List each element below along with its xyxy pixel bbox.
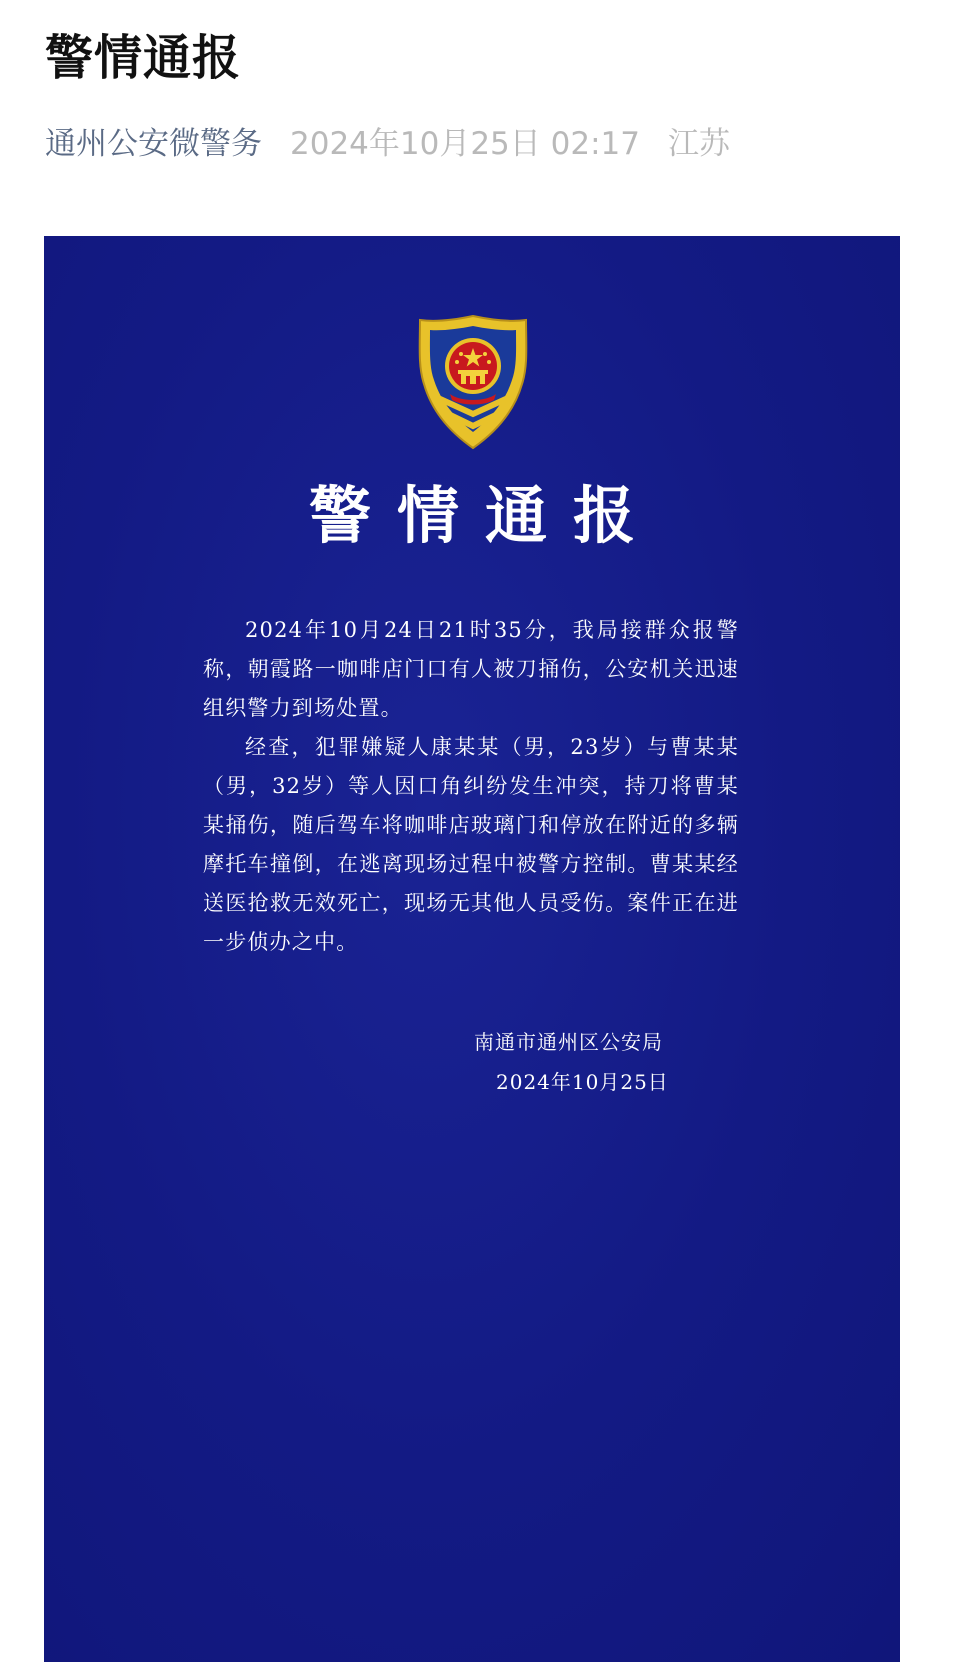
publish-region: 江苏 — [667, 126, 730, 162]
notice-paragraph: 经查，犯罪嫌疑人康某某（男，23岁）与曹某某（男，32岁）等人因口角纠纷发生冲突，持刀将曹某某捅伤，随后驾车将咖啡店玻璃门和停放在附近的多辆摩托车撞倒，在逃离现场过程中被警方控制。曹某某经送医抢救无效死亡，现场无其他人员受伤。案件正在进一步侦办之中。 — [203, 735, 739, 954]
publish-date: 2024年10月25日 02:17 — [290, 126, 640, 162]
issuer-name: 南通市通州区公安局 — [474, 1030, 663, 1054]
notice-paragraph: 2024年10月24日21时35分，我局接群众报警称，朝霞路一咖啡店门口有人被刀捅伤，公安机关迅速组织警力到场处置。 — [203, 618, 739, 720]
account-name-link[interactable]: 通州公安微警务 — [45, 126, 262, 162]
article-meta — [45, 122, 730, 166]
notice-image[interactable] — [44, 236, 900, 1662]
police-emblem-icon — [414, 314, 532, 450]
notice-body — [203, 611, 739, 962]
page-title: 警情通报 — [45, 30, 242, 86]
issue-date: 2024年10月25日 — [496, 1070, 669, 1094]
notice-heading: 警情通报 — [308, 479, 661, 552]
notice-signature — [474, 1022, 794, 1102]
